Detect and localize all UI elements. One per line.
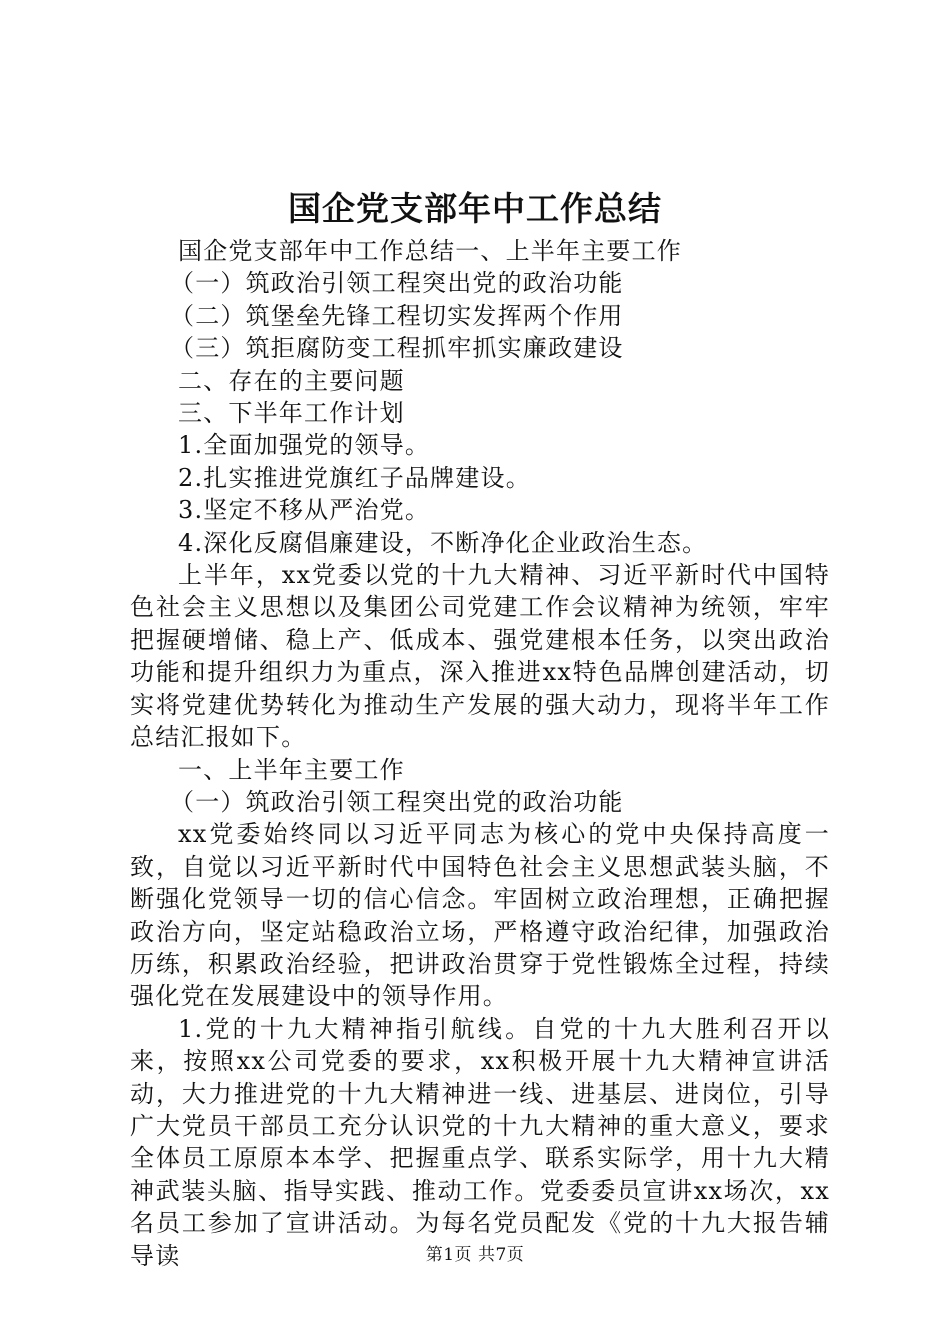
body-paragraph: 上半年，xx党委以党的十九大精神、习近平新时代中国特色社会主义思想以及集团公司党建工作会议精神为统领，牢牢把握硬增储、稳上产、低成本、强党建根本任务，以突出政治功能和提升组织力为重点，深入推进xx特色品牌创建活动，切实将党建优势转化为推动生产发展的强大动力，现将半年工作总结汇报如下。 — [130, 561, 830, 752]
outline-heading: 三、下半年工作计划 — [178, 399, 405, 428]
outline-item: （二）筑堡垒先锋工程切实发挥两个作用 — [170, 301, 624, 330]
document-body — [130, 235, 830, 1272]
section-heading: 一、上半年主要工作 — [178, 755, 405, 784]
body-paragraph: 1.党的十九大精神指引航线。自党的十九大胜利召开以来，按照xx公司党委的要求，xx积极开展十九大精神宣讲活动，大力推进党的十九大精神进一线、进基层、进岗位，引导广大党员干部员工充分认识党的十九大精神的重大意义，要求全体员工原原本本学、把握重点学、联系实际学，用十九大精神武装头脑、指导实践、推动工作。党委委员宣讲xx场次，xx名员工参加了宣讲活动。为每名党员配发《党的十九大报告辅导读 — [130, 1014, 830, 1270]
subsection-heading: （一）筑政治引领工程突出党的政治功能 — [170, 787, 624, 816]
body-paragraph: xx党委始终同以习近平同志为核心的党中央保持高度一致，自觉以习近平新时代中国特色社会主义思想武装头脑，不断强化党领导一切的信心信念。牢固树立政治理想，正确把握政治方向，坚定站稳政治立场，严格遵守政治纪律，加强政治历练，积累政治经验，把讲政治贯穿于党性锻炼全过程，持续强化党在发展建设中的领导作用。 — [130, 820, 830, 1011]
plan-item: 1.全面加强党的领导。 — [178, 431, 431, 460]
document-title: 国企党支部年中工作总结 — [288, 189, 662, 228]
plan-item: 3.坚定不移从严治党。 — [178, 496, 431, 525]
outline-item: （一）筑政治引领工程突出党的政治功能 — [170, 269, 624, 298]
outline-item: （三）筑拒腐防变工程抓牢抓实廉政建设 — [170, 334, 624, 363]
outline-heading: 二、存在的主要问题 — [178, 366, 405, 395]
page-number-footer: 第1页 共7页 — [425, 1245, 525, 1265]
plan-item: 2.扎实推进党旗红子品牌建设。 — [178, 463, 531, 492]
paragraph-intro: 国企党支部年中工作总结一、上半年主要工作 — [178, 237, 682, 265]
plan-item: 4.深化反腐倡廉建设，不断净化企业政治生态。 — [178, 528, 708, 557]
